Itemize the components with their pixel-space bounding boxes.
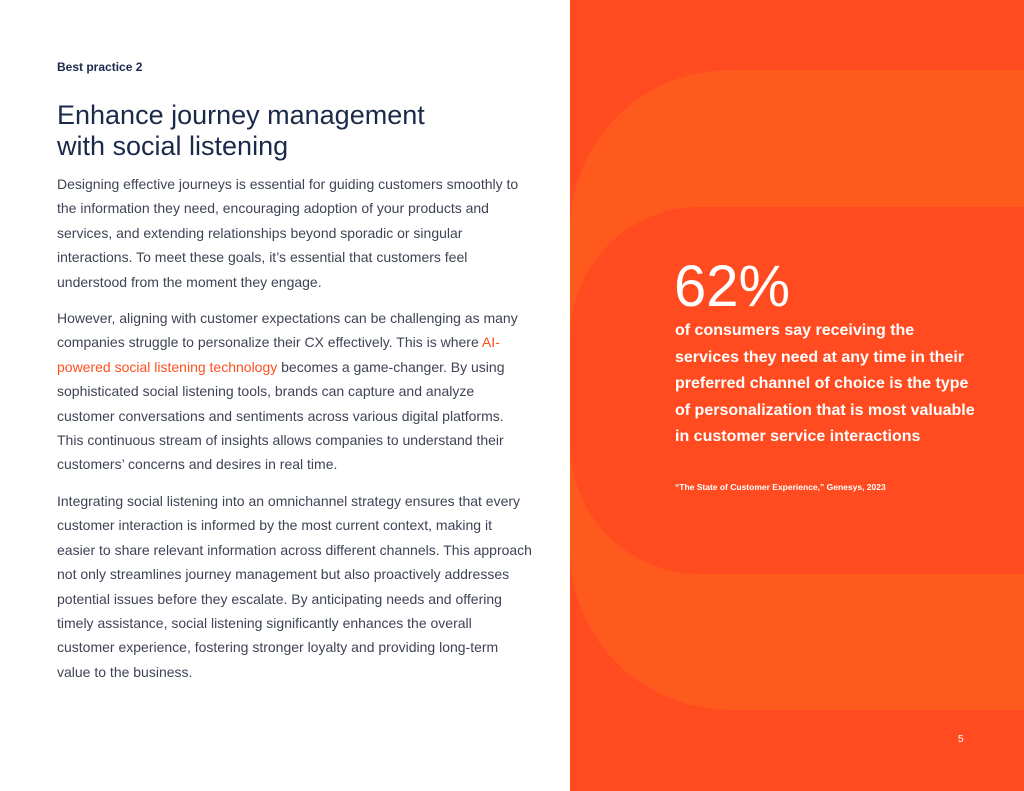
page-title [57, 100, 517, 162]
page-title-line-2: with social listening [57, 131, 289, 161]
stat-callout-panel [570, 0, 1024, 791]
body-text [57, 172, 533, 696]
paragraph-1: Designing effective journeys is essential for guiding customers smoothly to the information they need, encouraging adoption of your products and services, and extending relationships beyond sporadic or singular interactions. To meet these goals, it’s essential that customers feel understood from the moment they engage. [57, 176, 519, 290]
paragraph-3: Integrating social listening into an omnichannel strategy ensures that every customer interaction is informed by the most current context, making it easier to share relevant information across different channels. This approach not only streamlines journey management but also proactively addresses potential issues before they escalate. By anticipating needs and offering timely assistance, social listening significantly enhances the overall customer experience, fostering stronger loyalty and providing long-term value to the business. [57, 492, 532, 680]
page-title-line-1: Enhance journey management [57, 100, 425, 130]
social-listening-link[interactable]: AI-powered social listening technology [57, 334, 500, 375]
stat-description: of consumers say receiving the services they need at any time in their preferred channel of choice is the type of personalization that is most valuable in customer service interactions [675, 322, 975, 446]
paragraph-2-text-end: becomes a game-changer. By using sophisticated social listening tools, brands can capture and analyze customer conversations and sentiments across various digital platforms. This continuous stream of insights allows companies to understand their customers’ concerns and desires in real time. [57, 358, 505, 473]
paragraph-2-text-start: However, aligning with customer expectations can be challenging as many companies struggle to personalize their CX effectively. This is where [57, 310, 518, 351]
stat-source: “The State of Customer Experience,” Genesys, 2023 [675, 482, 886, 492]
page-number: 5 [958, 734, 964, 745]
eyebrow-label: Best practice 2 [57, 60, 143, 74]
paragraph-2 [57, 306, 533, 477]
stat-value: 62% [674, 254, 791, 319]
